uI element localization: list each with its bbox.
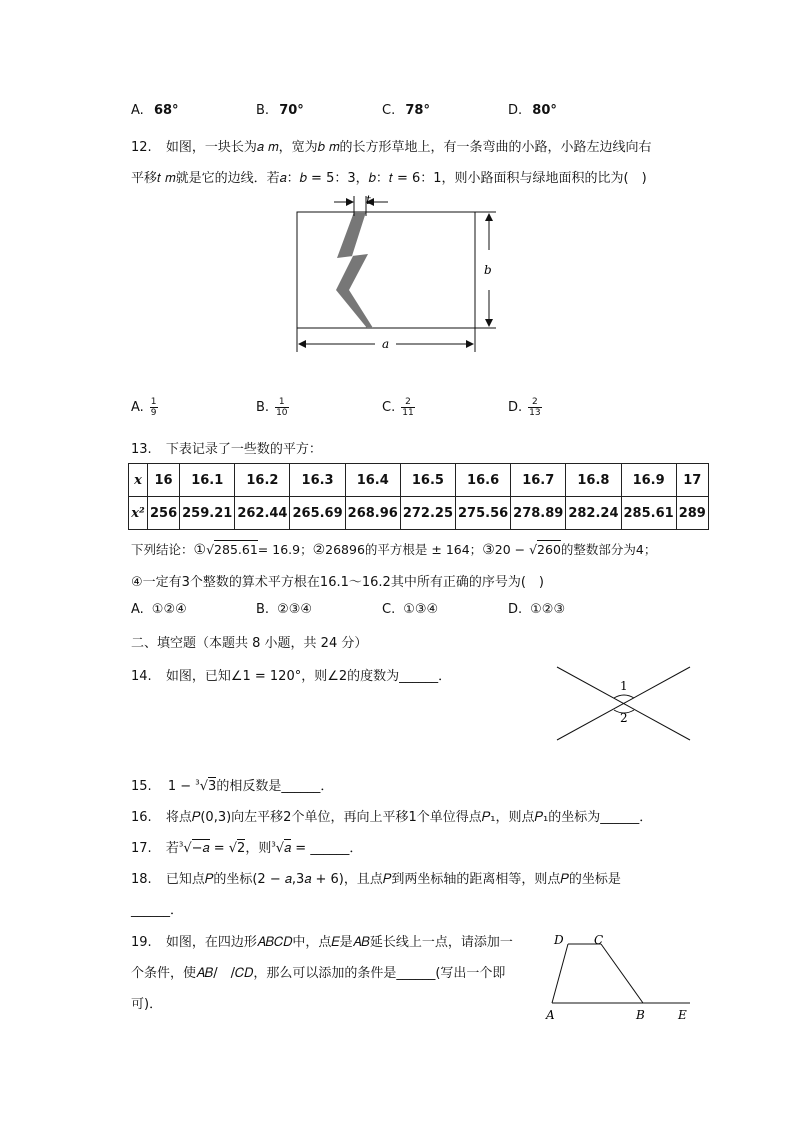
denominator: 11 — [402, 408, 414, 418]
q13-conclusions-line1 — [131, 540, 656, 558]
question-number: 14. — [131, 669, 152, 684]
path-strip — [336, 212, 373, 328]
vertex-label-d: D — [554, 933, 564, 947]
option-letter: B. — [256, 602, 270, 617]
radicand: 260 — [537, 542, 561, 557]
row-header-x2: x² — [129, 497, 148, 530]
denominator: 9 — [150, 408, 157, 418]
conclusion-text: 26896的平方根是 ± 164； — [325, 542, 483, 557]
option-letter: B. — [256, 400, 270, 415]
table-cell: 16.8 — [566, 464, 621, 497]
table-cell: 289 — [676, 497, 708, 530]
q13-conclusions-line2: ④一定有3个整数的算术平方根在16.1～16.2其中所有正确的序号为( ) — [131, 575, 544, 590]
q16-line — [131, 806, 652, 825]
table-row-x2 — [129, 497, 709, 530]
table-cell: 265.69 — [290, 497, 345, 530]
side-cb — [601, 944, 643, 1003]
table-cell: 16.2 — [235, 464, 290, 497]
q12-line1 — [131, 136, 652, 155]
root-index: 3 — [178, 840, 184, 849]
table-cell: 16.4 — [345, 464, 400, 497]
sqrt-sign: √ — [228, 841, 238, 856]
table-cell: 285.61 — [621, 497, 676, 530]
fraction — [528, 397, 541, 418]
option-letter: D. — [508, 602, 523, 617]
option-text: 80° — [532, 103, 557, 118]
table-cell: 272.25 — [400, 497, 455, 530]
table-cell: 259.21 — [180, 497, 235, 530]
question-number: 17. — [131, 841, 152, 856]
fraction — [275, 397, 288, 418]
question-text: 如图，已知∠1 = 120°，则∠2的度数为______． — [165, 669, 452, 684]
angle-label-1: 1 — [620, 679, 628, 693]
q13-option-b[interactable] — [256, 602, 312, 617]
table-cell: 16.3 — [290, 464, 345, 497]
radicand: −𝑎 — [191, 841, 210, 856]
option-text: 70° — [279, 103, 304, 118]
q13-option-d[interactable] — [508, 602, 565, 617]
radicand: 285.61 — [214, 542, 258, 557]
angle-label-2: 2 — [620, 711, 628, 725]
denominator: 10 — [276, 408, 288, 418]
option-text: ①②③ — [530, 602, 566, 617]
q12-option-c[interactable] — [382, 397, 415, 418]
option-text: ②③④ — [277, 602, 313, 617]
sqrt-sign: √ — [275, 841, 285, 856]
q11-option-c[interactable] — [382, 103, 430, 118]
table-row-x — [129, 464, 709, 497]
question-text: = — [209, 841, 229, 856]
side-ad — [552, 944, 568, 1003]
question-text: = ______． — [291, 841, 363, 856]
sqrt-sign: √ — [199, 779, 209, 794]
table-cell: 16.6 — [456, 464, 511, 497]
option-letter: A. — [131, 602, 144, 617]
q15-line — [131, 775, 333, 794]
q11-option-d[interactable] — [508, 103, 557, 118]
table-cell: 282.24 — [566, 497, 621, 530]
q13-option-a[interactable] — [131, 602, 187, 617]
table-cell: 17 — [676, 464, 708, 497]
numerator: 2 — [401, 397, 414, 408]
radicand: 𝑎 — [284, 841, 292, 856]
expression-text: 1 − — [167, 779, 196, 794]
q12-figure — [290, 190, 510, 355]
question-number: 18. — [131, 872, 152, 887]
conclusion-text: = 16.9； — [257, 542, 313, 557]
q14-figure — [552, 660, 697, 745]
question-number: 15. — [131, 779, 152, 794]
option-text: 78° — [405, 103, 430, 118]
lawn-rectangle — [297, 212, 475, 328]
q12-option-b[interactable] — [256, 397, 289, 418]
circled-2: ② — [312, 542, 326, 558]
vertex-label-b: B — [636, 1008, 645, 1022]
conclusion-text: 20 − — [494, 542, 530, 557]
sqrt-sign: √ — [529, 542, 538, 557]
q13-option-c[interactable] — [382, 602, 438, 617]
option-letter: D. — [508, 400, 523, 415]
table-cell: 268.96 — [345, 497, 400, 530]
option-letter: C. — [382, 602, 396, 617]
section-heading: 二、填空题（本题共 8 小题，共 24 分） — [131, 636, 368, 651]
q19-line1 — [131, 931, 513, 950]
q19-figure — [540, 928, 700, 1023]
question-text: 已知点𝑃的坐标(2 − 𝑎,3𝑎 + 6)，且点𝑃到两坐标轴的距离相等，则点𝑃的坐标是 — [165, 872, 621, 887]
table-cell: 262.44 — [235, 497, 290, 530]
q17-line — [131, 837, 362, 856]
table-cell: 16.1 — [180, 464, 235, 497]
q12-line2: 平移𝑡 𝑚就是它的边线．若𝑎：𝑏 = 5：3，𝑏：𝑡 = 6：1，则小路面积与绿地面积的比为( ) — [131, 171, 647, 186]
vertex-label-a: A — [546, 1008, 555, 1022]
question-text: 如图，一块长为𝑎 𝑚，宽为𝑏 𝑚的长方形草地上，有一条弯曲的小路，小路左边线向右 — [165, 140, 652, 155]
q19-line2: 个条件，使𝐴𝐵/ /𝐶𝐷，那么可以添加的条件是______(写出一个即 — [131, 966, 506, 981]
q11-option-b[interactable] — [256, 103, 304, 118]
question-text: ，则 — [245, 841, 272, 856]
sqrt-sign: √ — [206, 542, 215, 557]
q12-option-d[interactable] — [508, 397, 542, 418]
question-text: 的相反数是______． — [216, 779, 334, 794]
option-text: 68° — [153, 103, 179, 118]
table-cell: 16.7 — [511, 464, 566, 497]
conclusion-text: 的整数部分为4； — [560, 542, 657, 557]
q18-line1 — [131, 868, 621, 887]
question-number: 16. — [131, 810, 152, 825]
table-cell: 16.9 — [621, 464, 676, 497]
circled-3: ③ — [482, 542, 495, 558]
b-label: b — [484, 263, 492, 277]
question-number: 12. — [131, 140, 152, 155]
vertex-label-c: C — [594, 933, 604, 947]
option-letter: C. — [382, 400, 396, 415]
option-letter: D. — [508, 103, 523, 118]
q19-line3: 可)． — [131, 997, 163, 1012]
root-index: 3 — [271, 840, 276, 849]
table-cell: 275.56 — [456, 497, 511, 530]
radicand: 3 — [208, 779, 217, 794]
option-letter: C. — [382, 103, 396, 118]
conclusions-intro: 下列结论： — [131, 542, 194, 557]
numerator: 1 — [275, 397, 288, 408]
radicand: 2 — [237, 841, 246, 856]
q18-line2: ______． — [131, 903, 184, 918]
table-cell: 16.5 — [400, 464, 455, 497]
q14-line — [131, 665, 451, 684]
option-letter: A. — [131, 103, 144, 118]
squares-table — [128, 463, 709, 530]
question-text: 若 — [165, 841, 179, 856]
question-number: 19. — [131, 935, 152, 950]
question-number: 13. — [131, 442, 152, 457]
option-letter: B. — [256, 103, 270, 118]
option-text: ①②④ — [151, 602, 187, 617]
angle1-arc — [614, 695, 634, 698]
row-header-x: x — [129, 464, 148, 497]
root-index: 3 — [195, 778, 200, 787]
circled-1: ① — [193, 542, 207, 558]
q13-line — [131, 438, 322, 457]
sqrt-sign: √ — [183, 841, 192, 856]
q12-option-a[interactable] — [131, 397, 158, 418]
table-cell: 256 — [148, 497, 180, 530]
fraction — [150, 397, 158, 418]
t-label: t — [366, 193, 371, 207]
point-label-e: E — [678, 1008, 687, 1022]
fraction — [401, 397, 414, 418]
table-cell: 16 — [148, 464, 180, 497]
option-text: ①③④ — [403, 602, 439, 617]
q11-option-a[interactable] — [131, 103, 179, 118]
table-cell: 278.89 — [511, 497, 566, 530]
question-text: 将点𝑃(0,3)向左平移2个单位，再向上平移1个单位得点𝑃₁，则点𝑃₁的坐标为______． — [165, 810, 653, 825]
question-text: 下表记录了一些数的平方： — [165, 442, 322, 457]
a-label: a — [382, 337, 390, 351]
question-text: 如图，在四边形𝐴𝐵𝐶𝐷中，点𝐸是𝐴𝐵延长线上一点，请添加一 — [165, 935, 513, 950]
numerator: 1 — [150, 397, 157, 407]
denominator: 13 — [529, 408, 541, 418]
numerator: 2 — [528, 397, 541, 408]
option-letter: A. — [131, 400, 144, 415]
